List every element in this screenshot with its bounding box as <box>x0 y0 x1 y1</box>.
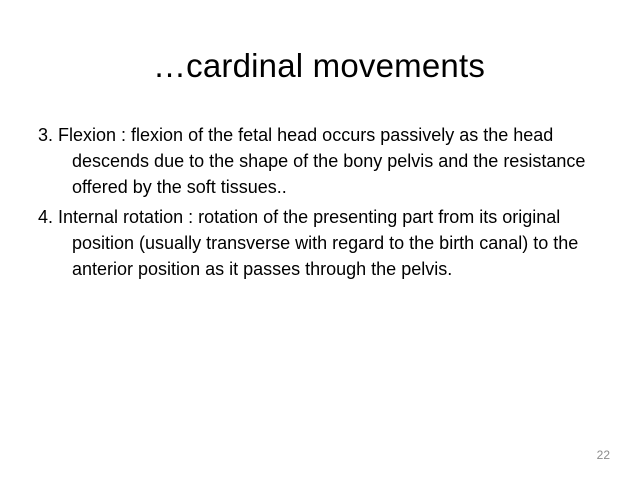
page-number: 22 <box>596 448 610 462</box>
slide-body <box>38 122 598 286</box>
list-item-flexion: 3. Flexion : flexion of the fetal head occurs passively as the head descends due to the shape of the bony pelvis and the resistance offered by the soft tissues.. <box>38 125 586 197</box>
slide-title: …cardinal movements <box>152 47 486 84</box>
list-item-internal-rotation: 4. Internal rotation : rotation of the presenting part from its original position (usually transverse with regard to the birth canal) to the anterior position as it passes through the pelvis. <box>38 207 579 279</box>
